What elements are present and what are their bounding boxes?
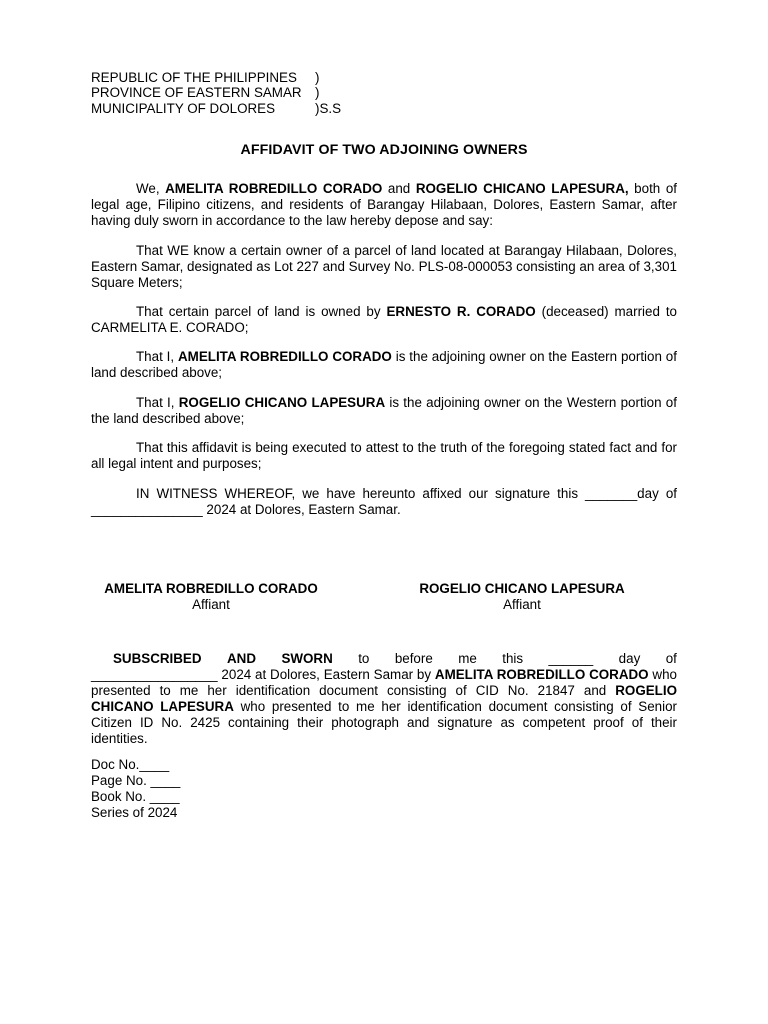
intro-and: and [382, 181, 416, 197]
venue-province-mark: ) [315, 85, 320, 101]
intro-affiant2: ROGELIO CHICANO LAPESURA, [415, 181, 629, 197]
owner-name: ERNESTO R. CORADO [386, 303, 536, 319]
venue-republic: REPUBLIC OF THE PHILIPPINES [91, 70, 297, 85]
venue-province: PROVINCE OF EASTERN SAMAR [91, 85, 302, 101]
venue-municipality-mark: )S.S [315, 100, 342, 116]
jurat-name1: AMELITA ROBREDILLO CORADO [434, 666, 649, 682]
intro-affiant1: AMELITA ROBREDILLO CORADO [165, 181, 383, 197]
western-owner-paragraph [91, 395, 677, 427]
purpose-paragraph: That this affidavit is being executed to attest to the truth of the foregoing stated fact and for all legal intent and purposes; [91, 440, 677, 472]
witness-paragraph: IN WITNESS WHEREOF, we have hereunto affixed our signature this _______day of _______________ 2024 at Dolores, Eastern Samar. [91, 485, 677, 517]
owner-pre: That certain parcel of land is owned by [136, 303, 387, 319]
western-post: is the adjoining owner on the Western portion of the land described above; [91, 394, 677, 426]
eastern-pre: That I, [136, 349, 179, 365]
intro-rest: both of legal age, Filipino citizens, and residents of Barangay Hilabaan, Dolores, Eastern Samar, after having duly sworn in accordance to the law hereby depose and say: [91, 181, 677, 229]
affiant-role-left: Affiant [192, 596, 230, 612]
owner-paragraph [91, 304, 677, 336]
jurat-word: to [358, 650, 370, 666]
venue-row-municipality [91, 101, 677, 116]
jurat-first-line [91, 651, 677, 667]
jurat-word: me [458, 650, 477, 666]
jurat-mid: who presented to me her identification document consisting of CID No. 21847 and [91, 666, 677, 698]
jurat-word: day [618, 650, 641, 666]
eastern-post: is the adjoining owner on the Eastern portion of land described above; [91, 349, 677, 381]
jurat-word: SWORN [281, 650, 333, 666]
page-no: Page No. ____ [91, 772, 181, 788]
intro-we: We, [136, 181, 166, 197]
jurat-paragraph [91, 651, 677, 747]
jurat-line2-pre: _________________ 2024 at Dolores, Eastern Samar by [91, 666, 435, 682]
series: Series of 2024 [91, 804, 178, 820]
jurat-word: SUBSCRIBED [113, 650, 202, 666]
owner-post: (deceased) married to CARMELITA E. CORADO; [91, 303, 677, 335]
venue-republic-mark: ) [315, 70, 320, 85]
jurat-body [91, 667, 677, 747]
notarial-register [91, 757, 677, 821]
venue-block [91, 70, 677, 116]
jurat-word: AND [226, 650, 256, 666]
doc-no: Doc No.____ [91, 756, 170, 772]
intro-paragraph [91, 181, 677, 229]
jurat-word: of [665, 650, 677, 666]
jurat-word: this [502, 650, 524, 666]
signature-block [91, 581, 677, 621]
jurat-post: who presented to me her identification document consisting of Senior Citizen ID No. 2425 containing their photograph and signature as competent proof of their identities. [91, 698, 677, 746]
signature-right [402, 581, 642, 613]
affidavit-page [91, 70, 677, 821]
western-owner-name: ROGELIO CHICANO LAPESURA [178, 394, 386, 410]
venue-municipality: MUNICIPALITY OF DOLORES [91, 100, 276, 116]
affiant-name-right: ROGELIO CHICANO LAPESURA [419, 580, 625, 596]
jurat-name2: ROGELIO CHICANO LAPESURA [91, 682, 677, 714]
land-paragraph: That WE know a certain owner of a parcel of land located at Barangay Hilabaan, Dolores, Eastern Samar, designated as Lot 227 and Survey No. PLS-08-000053 consisting an area of 3,301 Square Meters; [91, 242, 677, 290]
document-title: AFFIDAVIT OF TWO ADJOINING OWNERS [240, 142, 528, 159]
jurat-word: ______ [548, 650, 594, 666]
affiant-role-right: Affiant [503, 596, 541, 612]
jurat-word: before [394, 650, 433, 666]
western-pre: That I, [136, 394, 179, 410]
eastern-owner-name: AMELITA ROBREDILLO CORADO [178, 349, 392, 365]
eastern-owner-paragraph [91, 349, 677, 381]
affiant-name-left: AMELITA ROBREDILLO CORADO [104, 580, 318, 596]
venue-row-province [91, 85, 677, 100]
signature-left [91, 581, 331, 613]
venue-row-republic [91, 70, 677, 85]
book-no: Book No. ____ [91, 788, 180, 804]
